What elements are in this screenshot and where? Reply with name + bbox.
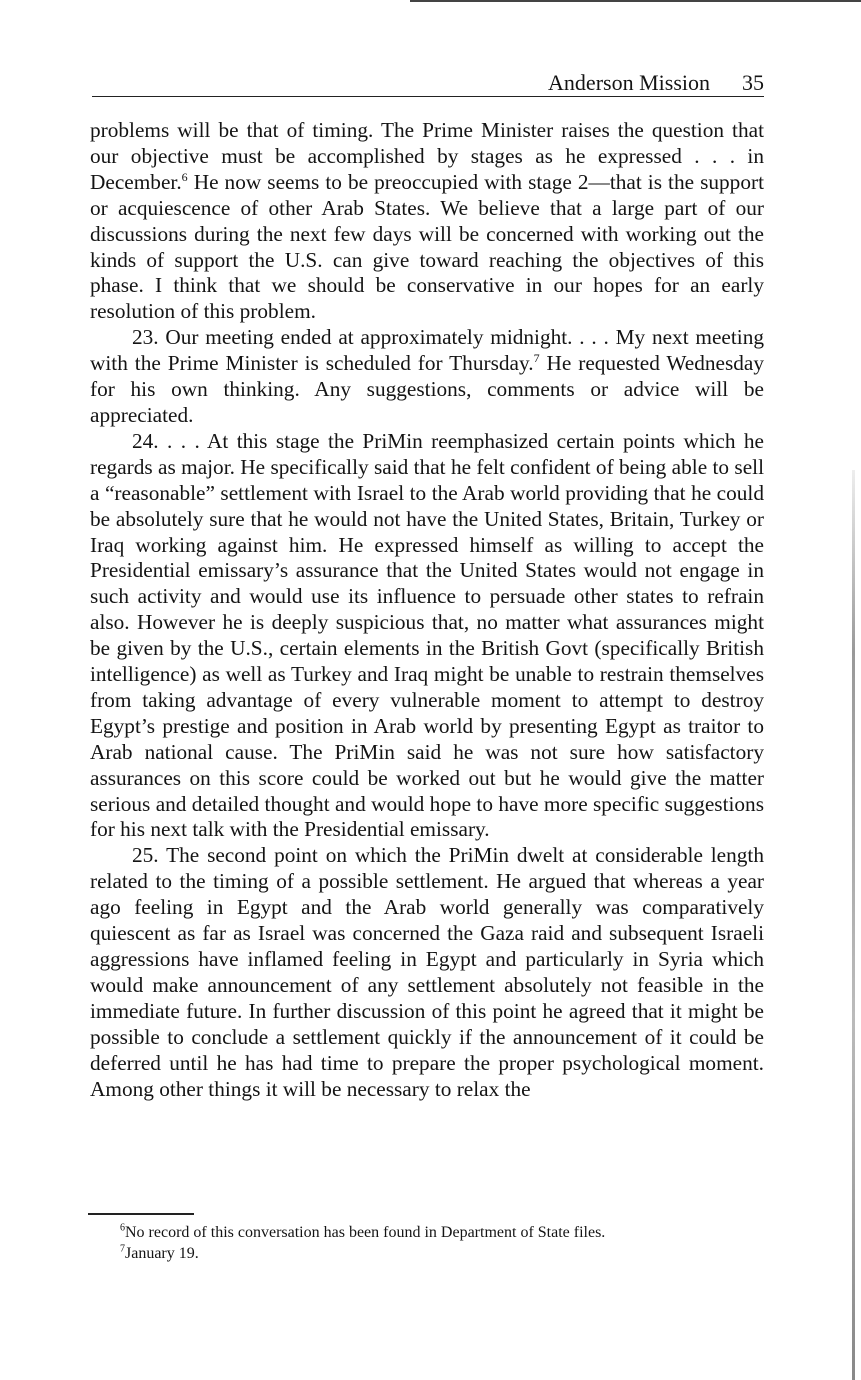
footnote-ref-7: 7 bbox=[533, 351, 540, 366]
footnotes bbox=[120, 1222, 760, 1264]
paragraph-25: 25. The second point on which the PriMin dwelt at considerable length related to the timing of a possible settlement. He argued that whereas a year ago feeling in Egypt and the Arab world generally was comparatively quiescent as far as Israel was concerned the Gaza raid and subsequent Israeli aggressions have inflamed feeling in Egypt and particularly in Syria which would make announcement of any settlement absolutely not feasible in the immediate future. In further discussion of this point he agreed that it might be possible to conclude a settlement quickly if the announcement of it could be deferred until he has had time to prepare the proper psychological moment. Among other things it will be necessary to relax the bbox=[90, 843, 764, 1101]
paragraph-continued: problems will be that of timing. The Prime Minister raises the question that our objective must be accomplished by stages as he expressed . . . in December.$^6$ He now seems to be preoccupied with stage 2—that is the support or acquiescence of other Arab States. We believe that a large part of our discussions during the next few days will be concerned with working out the kinds of support the U.S. can give toward reaching the objectives of this phase. I think that we should be conservative in our hopes for an early resolution of this problem. bbox=[90, 118, 764, 324]
footnote-ref-6: 6 bbox=[181, 169, 188, 184]
footnote-rule bbox=[88, 1213, 194, 1215]
top-edge-rule bbox=[410, 0, 861, 2]
footnote-6: $^6$No record of this conversation has been found in Department of State files. bbox=[120, 1222, 606, 1241]
paragraph-24: 24. . . . At this stage the PriMin reemphasized certain points which he regards as major. He specifically said that he felt confident of being able to sell a “reasonable” settlement with Israel to the Arab world providing that he could be absolutely sure that he would not have the United States, Britain, Turkey or Iraq working against him. He expressed himself as willing to accept the Presidential emissary’s assurance that the United States would not engage in such activity and would use its influence to persuade other states to refrain also. However he is deeply suspicious that, no matter what assurances might be given by the U.S., certain elements in the British Govt (specifically British intelligence) as well as Turkey and Iraq might be unable to restrain themselves from taking advantage of every vulnerable moment to attempt to destroy Egypt’s prestige and position in Arab world by presenting Egypt as traitor to Arab national cause. The PriMin said he was not sure how satisfactory assurances on this score could be worked out but he would give the matter serious and detailed thought and would hope to have more specific suggestions for his next talk with the Presidential emissary. bbox=[90, 428, 764, 842]
paragraph-23: 23. Our meeting ended at approximately midnight. . . . My next meeting with the Prime Minister is scheduled for Thursday.$^7$ He requested Wednesday for his own thinking. Any suggestions, comments or advice will be appreciated. bbox=[90, 325, 765, 427]
scan-page-edge bbox=[852, 470, 855, 1380]
running-header-title: Anderson Mission bbox=[548, 70, 710, 95]
body-text bbox=[90, 118, 764, 1102]
footnote-7: $^7$January 19. bbox=[120, 1243, 199, 1262]
page-number: 35 bbox=[742, 70, 764, 95]
running-header bbox=[92, 68, 764, 97]
